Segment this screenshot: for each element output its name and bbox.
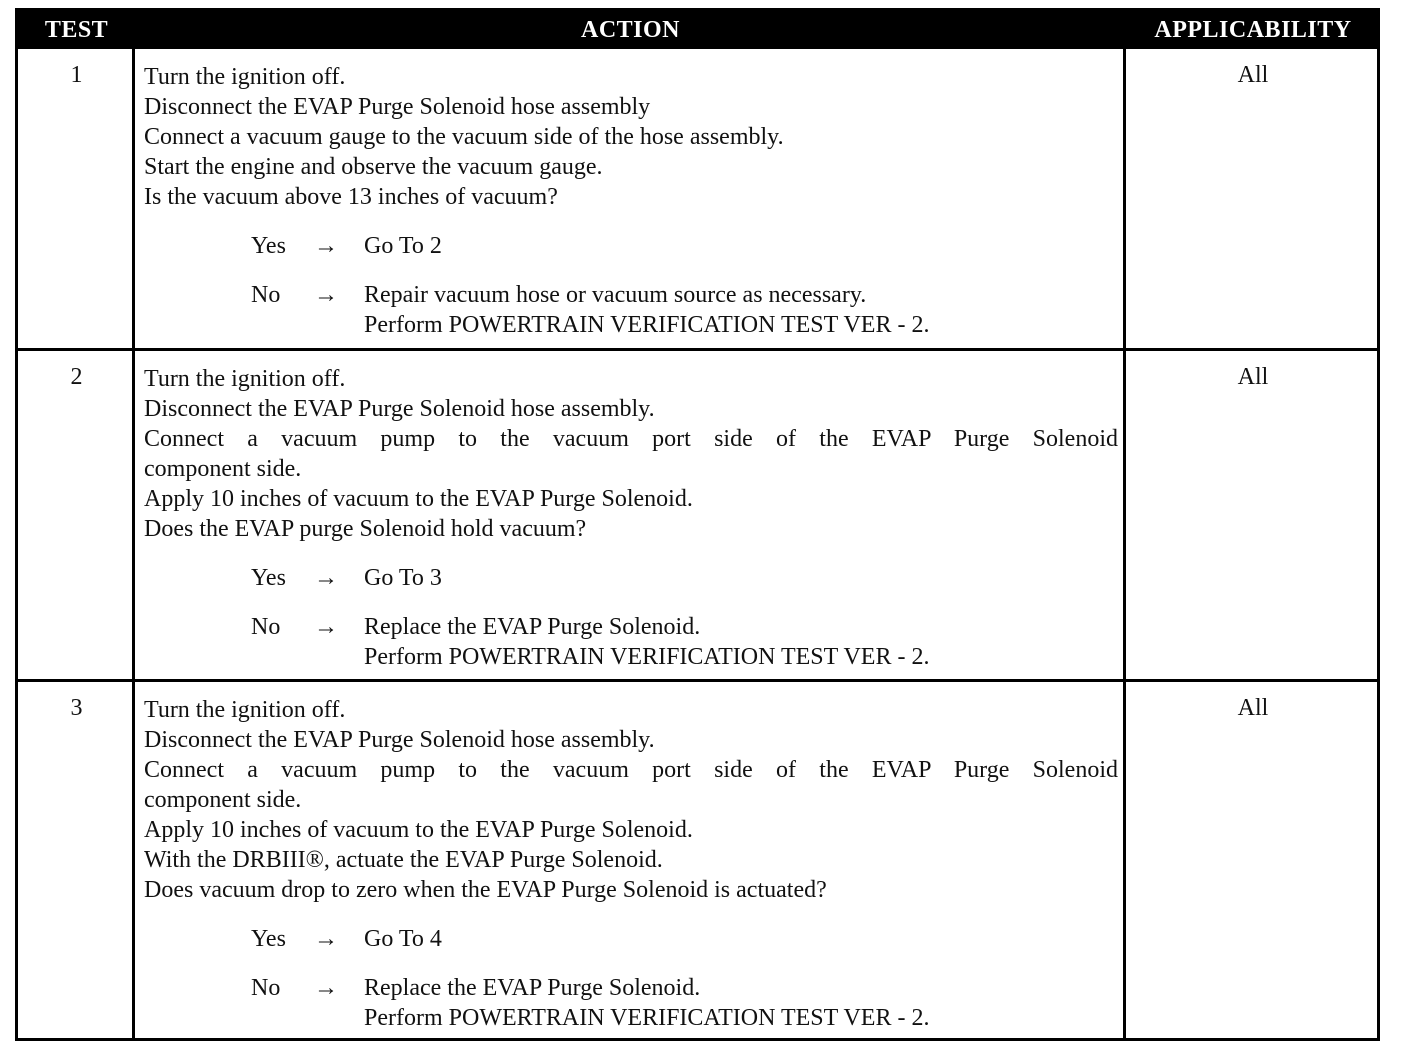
no-response (144, 973, 1118, 1033)
arrow-icon: → (314, 614, 338, 640)
action-step: Turn the ignition off. (144, 366, 346, 392)
action-step: Start the engine and observe the vacuum gauge. (144, 154, 603, 180)
header-applicability: APPLICABILITY (1154, 17, 1352, 43)
arrow-icon: → (314, 233, 338, 259)
action-step: Connect a vacuum pump to the vacuum port side of the EVAP Purge Solenoid (144, 426, 1118, 452)
action-step: Does vacuum drop to zero when the EVAP Purge Solenoid is actuated? (144, 877, 827, 903)
action-step: With the DRBIII®, actuate the EVAP Purge Solenoid. (144, 847, 663, 873)
no-label: No (251, 614, 281, 640)
test-number: 2 (70, 364, 83, 390)
action-step: Apply 10 inches of vacuum to the EVAP Purge Solenoid. (144, 817, 693, 843)
no-label: No (251, 282, 281, 308)
action-step: Apply 10 inches of vacuum to the EVAP Purge Solenoid. (144, 486, 693, 512)
applicability-value: All (1237, 364, 1269, 390)
action-step: Connect a vacuum gauge to the vacuum side of the hose assembly. (144, 124, 784, 150)
header-test: TEST (44, 17, 109, 43)
action-step: Connect a vacuum pump to the vacuum port side of the EVAP Purge Solenoid (144, 757, 1118, 783)
action-step: Does the EVAP purge Solenoid hold vacuum? (144, 516, 587, 542)
arrow-icon: → (314, 282, 338, 308)
table-row (18, 682, 1377, 1038)
no-instruction: Perform POWERTRAIN VERIFICATION TEST VER - 2. (364, 1005, 930, 1031)
test-number: 3 (70, 695, 83, 721)
no-response (144, 280, 1118, 340)
header-action: ACTION (580, 17, 680, 43)
action-step: Is the vacuum above 13 inches of vacuum? (144, 184, 558, 210)
arrow-icon: → (314, 926, 338, 952)
no-instruction: Repair vacuum hose or vacuum source as necessary. (364, 282, 867, 308)
applicability-value: All (1237, 62, 1269, 88)
yes-response (144, 563, 1118, 593)
action-cell (144, 62, 1118, 340)
no-instruction: Replace the EVAP Purge Solenoid. (364, 975, 701, 1001)
yes-label: Yes (251, 565, 286, 591)
arrow-icon: → (314, 975, 338, 1001)
yes-instruction: Go To 2 (364, 233, 442, 259)
test-number: 1 (70, 62, 83, 88)
yes-instruction: Go To 4 (364, 926, 442, 952)
no-label: No (251, 975, 281, 1001)
arrow-icon: → (314, 565, 338, 591)
action-step: Disconnect the EVAP Purge Solenoid hose assembly (144, 94, 651, 120)
table-row (18, 351, 1377, 679)
action-step: component side. (144, 787, 302, 813)
action-cell (144, 364, 1118, 672)
yes-label: Yes (251, 926, 286, 952)
action-step: Turn the ignition off. (144, 697, 346, 723)
no-instruction: Perform POWERTRAIN VERIFICATION TEST VER - 2. (364, 312, 930, 338)
yes-response (144, 924, 1118, 954)
yes-response (144, 231, 1118, 261)
no-instruction: Perform POWERTRAIN VERIFICATION TEST VER - 2. (364, 644, 930, 670)
action-step: Disconnect the EVAP Purge Solenoid hose assembly. (144, 727, 655, 753)
table-header (18, 11, 1377, 49)
no-instruction: Replace the EVAP Purge Solenoid. (364, 614, 701, 640)
table-row (18, 49, 1377, 348)
diagnostic-test-table (15, 8, 1380, 1041)
yes-instruction: Go To 3 (364, 565, 442, 591)
action-cell (144, 695, 1118, 1033)
yes-label: Yes (251, 233, 286, 259)
action-step: Turn the ignition off. (144, 64, 346, 90)
applicability-value: All (1237, 695, 1269, 721)
action-step: Disconnect the EVAP Purge Solenoid hose assembly. (144, 396, 655, 422)
action-step: component side. (144, 456, 302, 482)
no-response (144, 612, 1118, 672)
